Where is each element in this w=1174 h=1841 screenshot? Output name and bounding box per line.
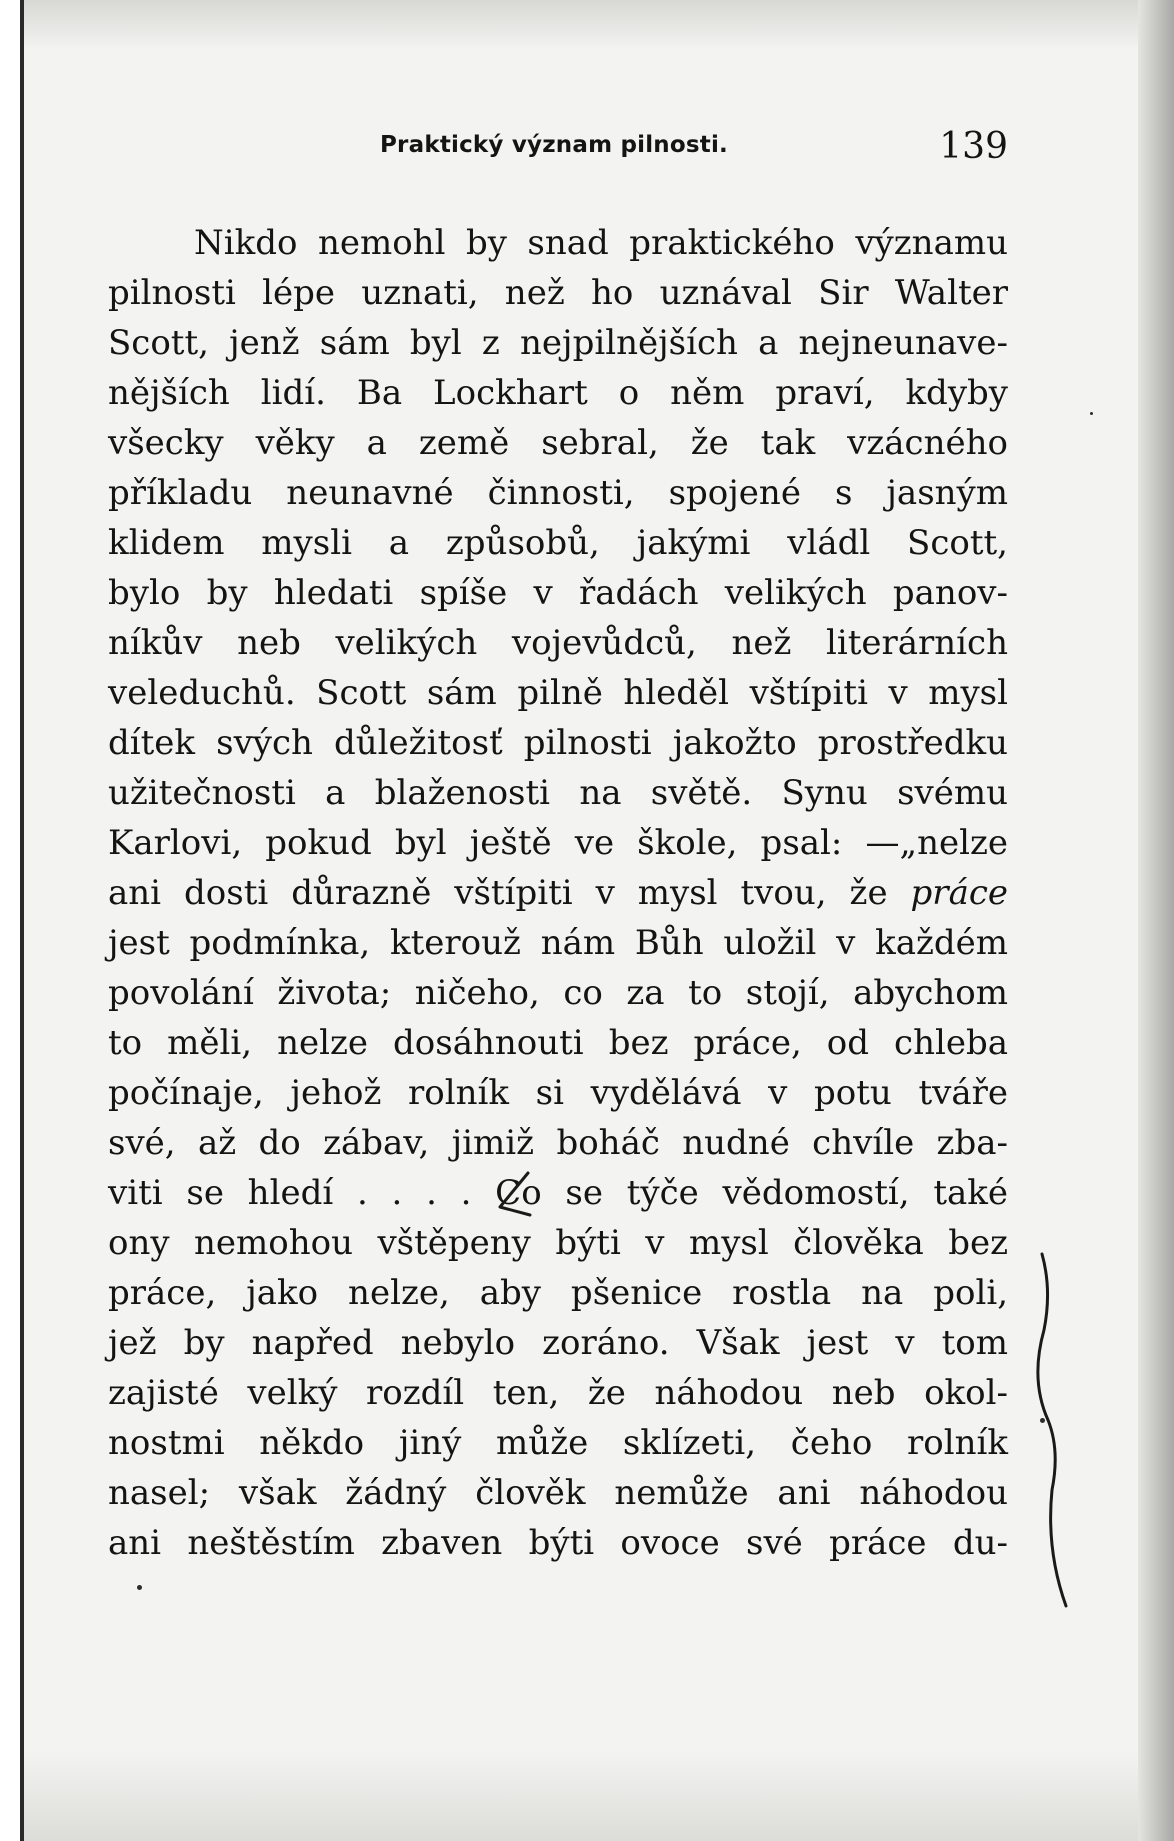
ink-speck bbox=[1090, 412, 1093, 415]
text-line: jež by napřed nebylo zoráno. Však jest v tom bbox=[108, 1323, 1008, 1363]
page-header bbox=[108, 126, 1008, 170]
text-line: nostmi někdo jiný může sklízeti, čeho rolník bbox=[108, 1423, 1008, 1463]
italic-word: práce bbox=[910, 873, 1008, 913]
text-line: níkův neb velikých vojevůdců, než literárních bbox=[108, 623, 1008, 663]
pencil-caret-mark bbox=[494, 1167, 534, 1223]
text-line: své, až do zábav, jimiž boháč nudné chvíle zba- bbox=[108, 1123, 1008, 1163]
text-line: dítek svých důležitosť pilnosti jakožto prostředku bbox=[108, 723, 1008, 763]
text-line: Nikdo nemohl by snad praktického významu bbox=[194, 223, 1008, 263]
text-line: jest podmínka, kterouž nám Bůh uložil v každém bbox=[108, 923, 1008, 963]
page-top-shading bbox=[24, 0, 1138, 50]
text-line: viti se hledí . . . . Co se týče vědomostí, také bbox=[108, 1173, 1008, 1213]
text-line-with-italic: ani dosti důrazně vštípiti v mysl tvou, že práce bbox=[108, 873, 1008, 913]
text-line: nasel; však žádný člověk nemůže ani náhodou bbox=[108, 1473, 1008, 1513]
running-head: Praktický význam pilnosti. bbox=[380, 132, 728, 158]
text-line: příkladu neunavné činnosti, spojené s jasným bbox=[108, 473, 1008, 513]
text-line: užitečnosti a blaženosti na světě. Synu svému bbox=[108, 773, 1008, 813]
text-line: ony nemohou vštěpeny býti v mysl člověka bez bbox=[108, 1223, 1008, 1263]
text-line: pilnosti lépe uznati, než ho uznával Sir Walter bbox=[108, 273, 1008, 313]
ink-speck bbox=[1040, 1418, 1045, 1423]
text-line: nějších lidí. Ba Lockhart o něm praví, kdyby bbox=[108, 373, 1008, 413]
text-line: veleduchů. Scott sám pilně hleděl vštípiti v mysl bbox=[108, 673, 1008, 713]
text-line: Karlovi, pokud byl ještě ve škole, psal: —„nelze bbox=[108, 823, 1008, 863]
text-line: bylo by hledati spíše v řadách velikých panov- bbox=[108, 573, 1008, 613]
text-line: Scott, jenž sám byl z nejpilnějších a nejneunave- bbox=[108, 323, 1008, 363]
text-line: práce, jako nelze, aby pšenice rostla na poli, bbox=[108, 1273, 1008, 1313]
ink-speck bbox=[137, 1585, 142, 1590]
text-line: počínaje, jehož rolník si vydělává v potu tváře bbox=[108, 1073, 1008, 1113]
text-line: klidem mysli a způsobů, jakými vládl Scott, bbox=[108, 523, 1008, 563]
text-line: povolání života; ničeho, co za to stojí, abychom bbox=[108, 973, 1008, 1013]
page-number: 139 bbox=[939, 126, 1008, 167]
page-right-edge bbox=[1138, 0, 1174, 1841]
page-bottom-shading bbox=[24, 1751, 1138, 1841]
text-line: to měli, nelze dosáhnouti bez práce, od chleba bbox=[108, 1023, 1008, 1063]
page-left-edge bbox=[0, 0, 24, 1841]
text-line: všecky věky a země sebral, že tak vzácného bbox=[108, 423, 1008, 463]
text-line: zajisté velký rozdíl ten, že náhodou neb okol- bbox=[108, 1373, 1008, 1413]
text-line: ani neštěstím zbaven býti ovoce své práce du- bbox=[108, 1523, 1008, 1563]
margin-brace-mark bbox=[1018, 1250, 1078, 1610]
body-text bbox=[108, 218, 1008, 1568]
